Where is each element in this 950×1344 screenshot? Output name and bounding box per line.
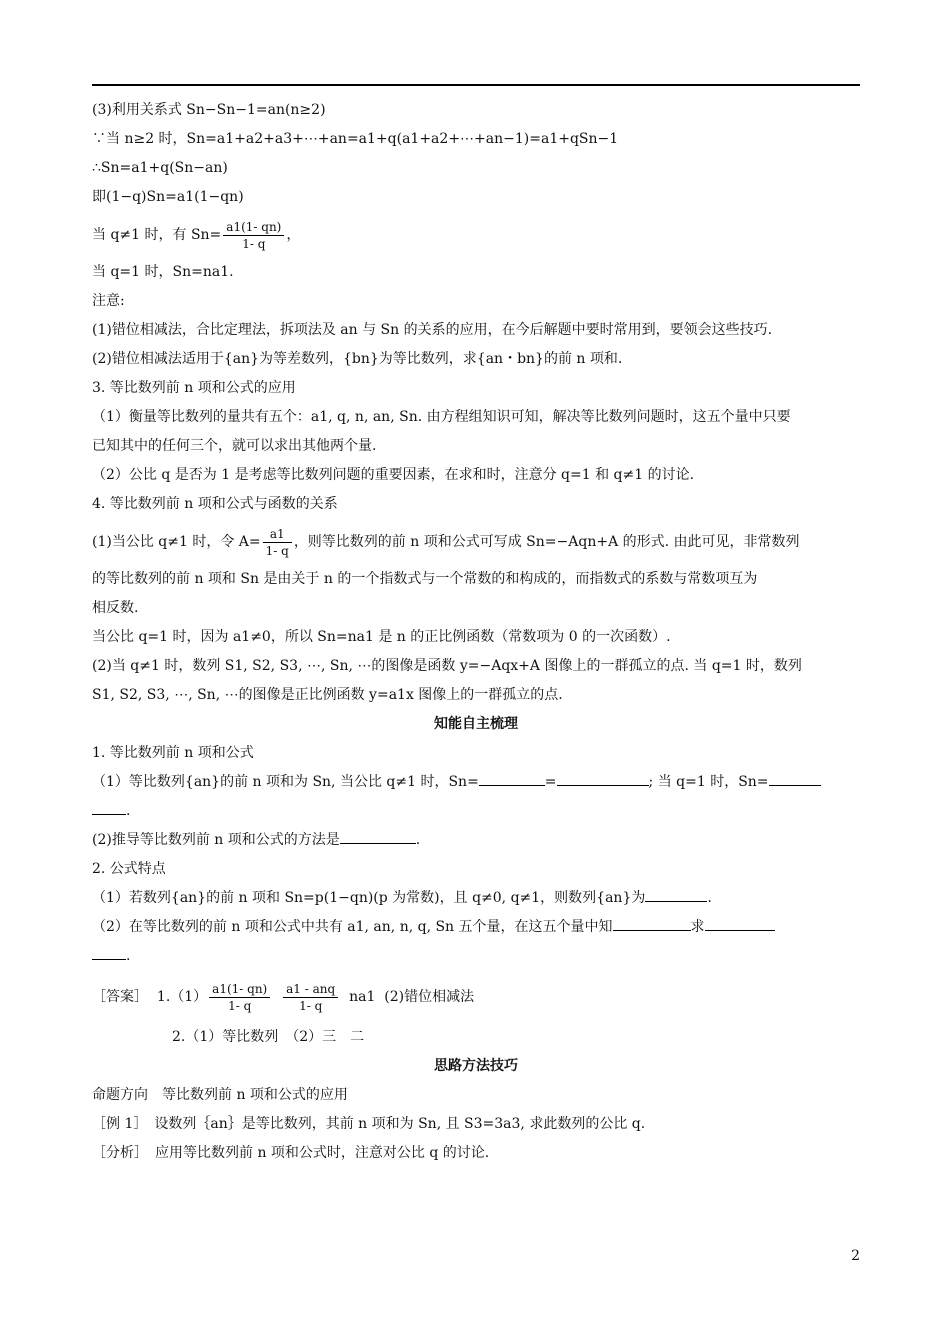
text-line: 1. 等比数列前 n 项和公式 xyxy=(92,745,254,761)
fraction: $\frac{a1}{1- q}$ xyxy=(263,526,292,559)
question-line: （1）等比数列{an}的前 n 项和为 Sn, 当公比 q≠1 时，Sn= = ; 当 q=1 时，Sn= xyxy=(92,768,860,797)
answer-blank[interactable] xyxy=(557,771,649,786)
text-line: ∴Sn=a1+q(Sn−an) xyxy=(92,160,228,176)
text-line: 注意: xyxy=(92,293,125,309)
answer-blank[interactable] xyxy=(613,916,691,931)
question-line: （1）若数列{an}的前 n 项和 Sn=p(1−qn)(p 为常数)，且 q≠0, q≠1，则数列{an}为 . xyxy=(92,884,860,913)
text-line: 3. 等比数列前 n 项和公式的应用 xyxy=(92,380,296,396)
answer-blank[interactable] xyxy=(705,916,775,931)
text-line: （1）衡量等比数列的量共有五个：a1, q, n, an, Sn. 由方程组知识可知，解决等比数列问题时，这五个量中只要 xyxy=(92,409,791,425)
text-line: ∵当 n≥2 时，Sn=a1+a2+a3+⋯+an=a1+q(a1+a2+⋯+an−1)=a1+qSn−1 xyxy=(92,131,619,147)
text-line: 已知其中的任何三个，就可以求出其他两个量. xyxy=(92,438,377,454)
answer-blank[interactable] xyxy=(92,945,126,960)
answer-line: 2.（1）等比数列 （2）三 二 xyxy=(172,1029,365,1045)
formula-line: (1)当公比 q≠1 时，令 A= $\frac{a1}{1- q}$ ，则等比数列的前 n 项和公式可写成 Sn=−Aqn+A 的形式. 由此可见，非常数列 xyxy=(92,526,800,558)
text-line: ［例 1］ 设数列｛an｝是等比数列，其前 n 项和为 Sn, 且 S3=3a3, 求此数列的公比 q. xyxy=(92,1116,646,1132)
text-line: 4. 等比数列前 n 项和公式与函数的关系 xyxy=(92,496,338,512)
document-body xyxy=(92,96,860,1168)
text-line: S1, S2, S3, ⋯, Sn, ⋯的图像是正比例函数 y=a1x 图像上的一群孤立的点. xyxy=(92,687,563,703)
header-rule xyxy=(92,84,860,86)
section-heading: 知能自主梳理 xyxy=(434,716,518,732)
fraction: $\frac{\text{a1 - anq}}{1- q}$ xyxy=(283,981,338,1014)
text-line: (1)错位相减法，合比定理法，拆项法及 an 与 Sn 的关系的应用，在今后解题中要时常用到，要领会这些技巧. xyxy=(92,322,773,338)
text-line: 命题方向 等比数列前 n 项和公式的应用 xyxy=(92,1087,348,1103)
question-line: （2）在等比数列的前 n 项和公式中共有 a1, an, n, q, Sn 五个量，在这五个量中知 求 xyxy=(92,913,860,942)
question-line: . xyxy=(92,942,860,971)
text-line: 即(1−q)Sn=a1(1−qn) xyxy=(92,189,244,205)
formula-line: 当 q≠1 时，有 Sn= $\frac{a1(1- qn)}{1- q}$ ， xyxy=(92,219,301,251)
answer-blank[interactable] xyxy=(769,771,821,786)
fraction: $\frac{a1(1- qn)}{1- q}$ xyxy=(223,219,284,252)
text-line: (2)当 q≠1 时，数列 S1, S2, S3, ⋯, Sn, ⋯的图像是函数 y=−Aqx+A 图像上的一群孤立的点. 当 q=1 时，数列 xyxy=(92,658,802,674)
text-line: 当公比 q=1 时，因为 a1≠0，所以 Sn=na1 是 n 的正比例函数（常数项为 0 的一次函数）. xyxy=(92,629,671,645)
question-line: (2)推导等比数列前 n 项和公式的方法是 . xyxy=(92,826,860,855)
answer-blank[interactable] xyxy=(92,800,126,815)
text-line: 当 q=1 时，Sn=na1. xyxy=(92,264,234,280)
answer-blank[interactable] xyxy=(340,829,416,844)
text-line: 2. 公式特点 xyxy=(92,861,166,877)
fraction: $\frac{a1(1- qn)}{1- q}$ xyxy=(209,981,270,1014)
text-line: (3)利用关系式 Sn−Sn−1=an(n≥2) xyxy=(92,102,326,118)
answer-line: ［答案］ 1.（1） $\frac{a1(1- qn)}{1- q}$ $\frac{\text{a1 - anq}}{1- q}$ na1 (2)错位相减法 xyxy=(92,981,475,1013)
text-line: 的等比数列的前 n 项和 Sn 是由关于 n 的一个指数式与一个常数的和构成的，而指数式的系数与常数项互为 xyxy=(92,571,758,587)
answer-blank[interactable] xyxy=(645,887,707,902)
text-line: (2)错位相减法适用于{an}为等差数列，{bn}为等比数列，求{an・bn}的前 n 项和. xyxy=(92,351,623,367)
text-line: ［分析］ 应用等比数列前 n 项和公式时，注意对公比 q 的讨论. xyxy=(92,1145,490,1161)
text-line: 相反数. xyxy=(92,600,139,616)
answer-blank[interactable] xyxy=(479,771,545,786)
page-number: 2 xyxy=(851,1248,860,1264)
text-line: （2）公比 q 是否为 1 是考虑等比数列问题的重要因素，在求和时，注意分 q=1 和 q≠1 的讨论. xyxy=(92,467,695,483)
question-line: . xyxy=(92,797,860,826)
section-heading: 思路方法技巧 xyxy=(434,1058,518,1074)
